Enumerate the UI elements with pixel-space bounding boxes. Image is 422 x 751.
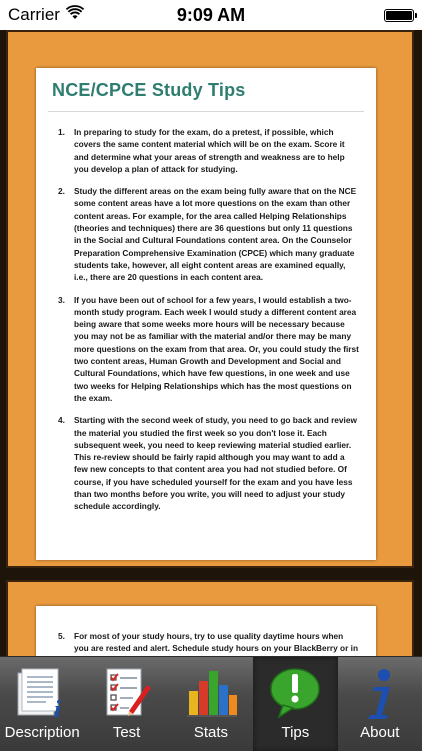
clock: 9:09 AM [176,4,246,25]
tip-item: 4. Starting with the second week of study, you need to go back and review the material you studied the first week so you don't lose it. Each subsequent week, you need to keep reviewing material studied earlier. This re-review should be fairly rapid although you may want to add a few new concepts to that content area you had not studied before. Of course, if you have scheduled yourself for the exam and you have less than two months before you write, you will need to adjust your study schedule accordingly. [58,415,357,512]
tab-label: Tips [281,724,310,741]
status-bar [0,0,422,30]
checklist-icon [99,665,155,721]
tips-scroll-view[interactable] [0,30,422,656]
bar-chart-icon [183,665,239,721]
tip-item: 3. If you have been out of school for a few years, I would establish a two-month study program. Each week I would study a different content area being aware that some weeks more hours will be necessary because you may not be as familiar with the material and/or there may be many more questions on the exam from that area. Or, you could study the first two content areas, Human Growth and Development and Social and Cultural Foundations, which have few questions, in one week and use two weeks for Helping Relationships which has the most questions on the exam. [58,294,359,403]
tab-label: About [360,724,400,741]
tip-item: 5. For most of your study hours, try to use quality daytime hours when you are rested and alert. Schedule study hours on your BlackBerry or in [58,631,359,654]
tab-about[interactable] [338,657,422,751]
tip-item: 1. In preparing to study for the exam, do a pretest, if possible, which covers the same content material which will be on the exam. Score it and determine what your areas of strength and weakness are to help you develop a plan of attack for studying. [58,127,345,174]
tab-tips[interactable] [253,657,337,751]
tip-item: 2. Study the different areas on the exam being fully aware that on the NCE some content areas have a lot more questions on the exam than other content areas. For example, for the area called Helping Relationships (theories and techniques) there are 36 questions but only 11 questions in the Social and Cultural Foundations content area. On the Counselor Preparation Comprehensive Examination (CPCE) which many graduate students take, however, all eight content areas are examined equally, i.e., there are 20 questions in each content area. [58,186,357,283]
tips-card [6,30,414,568]
document-icon [14,665,70,721]
document-title: NCE/CPCE Study Tips [52,80,246,100]
tab-description[interactable] [0,657,84,751]
tab-label: Description [4,724,80,741]
tips-list [36,126,360,513]
svg-text:i: i [54,697,61,723]
tab-test[interactable] [84,657,168,751]
tips-page [36,68,376,560]
battery-icon [384,9,414,22]
tab-bar [0,656,422,751]
carrier-label: Carrier [8,5,60,24]
tab-stats[interactable] [169,657,253,751]
wifi-icon [66,5,84,25]
tab-label: Stats [193,724,229,741]
title-divider [48,111,364,112]
exclamation-bubble-icon [267,665,323,721]
tab-label: Test [112,724,141,741]
info-icon [352,665,408,721]
